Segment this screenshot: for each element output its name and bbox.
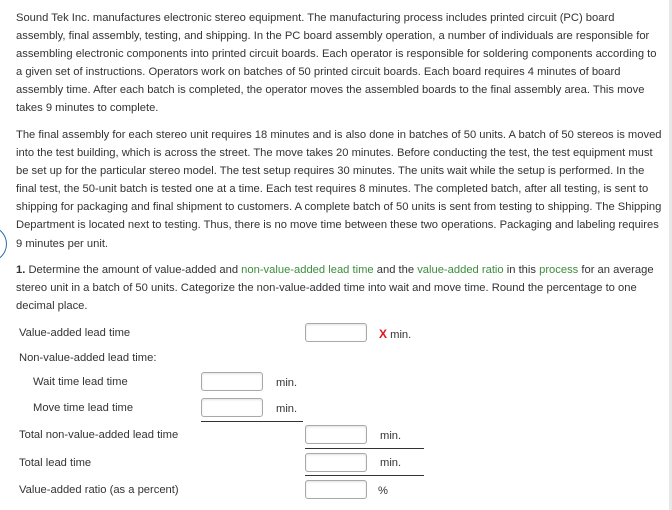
total-nva-label: Total non-value-added lead time [19,429,179,441]
move-time-input[interactable] [201,398,263,417]
subtotal-rule [201,421,303,422]
question-indicator-bracket [0,226,7,262]
total-lead-time-rule [305,475,424,476]
value-added-ratio-unit: % [378,485,388,497]
total-nva-rule [305,448,424,449]
value-added-ratio-input[interactable] [305,480,367,499]
question-text-part: and the [373,264,418,276]
value-added-ratio-label: Value-added ratio (as a percent) [19,484,179,496]
total-lead-time-label: Total lead time [19,457,92,469]
move-time-label: Move time lead time [33,402,134,414]
value-added-lead-time-input[interactable] [305,323,367,342]
total-lead-time-unit: min. [380,457,402,469]
problem-paragraph-1: Sound Tek Inc. manufactures electronic stereo equipment. The manufacturing process includes printed circuit (PC) board assembly, final assembly, testing, and shipping. In the PC board assembly operation, a number of individuals are responsible for assembling electronic components into printed circuit boards. Each operator is responsible for soldering components according to a given set of instructions. Operators work on batches of 50 printed circuit boards. Each board requires 4 minutes of board assembly time. After each batch is completed, the operator moves the assembled boards to the final assembly area. This move takes 9 minutes to complete. [16,12,657,115]
question-text-part: for an average stereo unit in a batch of 50 units. Categorize the non-value-added time into wait and move time. Round the percentage to one decimal place. [16,264,654,313]
wait-time-label: Wait time lead time [33,376,128,388]
term-link-non-value-added-lead-time[interactable]: non-value-added lead time [241,264,374,276]
problem-paragraph-2: The final assembly for each stereo unit requires 18 minutes and is also done in batches of 50 units. A batch of 50 stereos is moved into the test building, which is across the street. The move takes 20 minutes. Before conducting the test, the test equipment must be set up for the particular stereo model. The test setup requires 30 minutes. The units wait while the setup is performed. In the final test, the 50-unit batch is tested one at a time. Each test requires 8 minutes. The completed batch, after all testing, is sent to shipping for packaging and final shipment to customers. A complete batch of 50 units is sent from testing to shipping. The Shipping Department is located next to testing. Thus, there is no move time between these two operations. Packaging and labeling requires 9 minutes per unit. [16,129,662,250]
total-nva-unit: min. [380,430,402,442]
wait-time-input[interactable] [201,372,263,391]
term-link-process[interactable]: process [539,264,579,276]
total-nva-input[interactable] [305,425,367,444]
incorrect-x-icon: X [379,327,388,341]
term-link-value-added-ratio[interactable]: value-added ratio [417,264,504,276]
value-added-lead-time-label: Value-added lead time [19,327,131,339]
question-text-part: Determine the amount of value-added and [25,264,242,276]
total-lead-time-input[interactable] [305,453,367,472]
non-value-added-header: Non-value-added lead time: [19,352,157,364]
wait-time-unit: min. [276,377,298,389]
value-added-unit: min. [390,329,412,341]
value-added-incorrect-indicator [379,327,411,341]
question-text-part: in this [503,264,540,276]
question-number: 1. [16,264,26,276]
move-time-unit: min. [276,403,298,415]
question-1-text [16,261,662,316]
